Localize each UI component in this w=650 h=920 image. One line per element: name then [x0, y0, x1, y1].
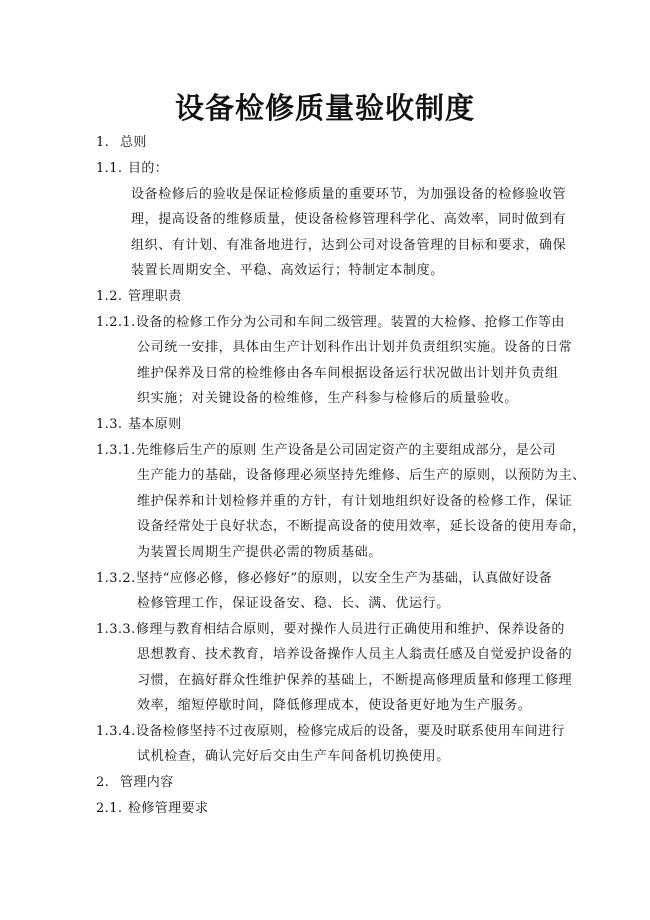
paragraph-line: 理，提高设备的维修质量，使设备检修管理科学化、高效率，同时做到有: [131, 212, 567, 227]
paragraph-line: 公司统一安排，具体由生产计划科作出计划并负责组织实施。设备的日常: [137, 340, 573, 355]
paragraph-line: 组织、有计划、有准备地进行，达到公司对设备管理的目标和要求，确保: [131, 238, 567, 253]
clause-number: 1.3.3.: [96, 622, 136, 637]
heading-label: 管理职责: [128, 289, 182, 304]
heading-label: 检修管理要求: [128, 801, 209, 816]
paragraph-line: 维护保养和计划检修并重的方针，有计划地组织好设备的检修工作，保证: [137, 494, 573, 509]
clause-1-3-4: [96, 723, 565, 741]
heading-1: [96, 134, 147, 152]
clause-number: 1.3.4.: [96, 724, 136, 739]
paragraph-line: 检修管理工作，保证设备安、稳、长、满、优运行。: [137, 596, 450, 611]
clause-number: 1.3.1.: [96, 443, 136, 458]
clause-1-3-1: [96, 442, 556, 460]
clause-first-line: 坚持“应修必修，修必修好”的原则，以安全生产为基础，认真做好设备: [136, 571, 553, 586]
heading-number: 2.1.: [96, 801, 123, 816]
paragraph-line: 试机检查，确认完好后交由生产车间备机切换使用。: [137, 749, 450, 764]
clause-first-line: 先维修后生产的原则 生产设备是公司固定资产的主要组成部分，是公司: [136, 443, 556, 458]
heading-number: 1.: [96, 135, 110, 150]
heading-2-1: [96, 800, 208, 818]
paragraph-line: 生产能力的基础，设备修理必须坚持先维修、后生产的原则，以预防为主、: [137, 468, 586, 483]
clause-first-line: 修理与教育相结合原则，要对操作人员进行正确使用和维护、保养设备的: [136, 622, 565, 637]
paragraph-line: 装置长周期安全、平稳、高效运行；特制定本制度。: [131, 263, 444, 278]
clause-first-line: 设备的检修工作分为公司和车间二级管理。装置的大检修、抢修工作等由: [136, 315, 565, 330]
heading-1-1: [96, 160, 168, 178]
paragraph-line: 习惯，在搞好群众性维护保养的基础上，不断提高修理质量和修理工修理: [137, 673, 573, 688]
paragraph-line: 为装置长周期生产提供必需的物质基础。: [137, 545, 382, 560]
paragraph-line: 思想教育、技术教育，培养设备操作人员主人翁责任感及自觉爱护设备的: [137, 647, 573, 662]
paragraph-line: 设备检修后的验收是保证检修质量的重要环节，为加强设备的检修验收管: [131, 187, 567, 202]
heading-label: 目的：: [128, 161, 169, 176]
heading-number: 2.: [96, 775, 110, 790]
clause-1-2-1: [96, 314, 565, 332]
heading-number: 1.3.: [96, 417, 123, 432]
paragraph-line: 设备经常处于良好状态，不断提高设备的使用效率，延长设备的使用寿命，: [137, 519, 586, 534]
clause-number: 1.2.1.: [96, 315, 136, 330]
clause-1-3-2: [96, 570, 552, 588]
heading-2: [96, 774, 174, 792]
heading-1-2: [96, 288, 182, 306]
clause-first-line: 设备检修坚持不过夜原则，检修完成后的设备，要及时联系使用车间进行: [136, 724, 565, 739]
paragraph-line: 效率，缩短停歇时间，降低修理成本，使设备更好地为生产服务。: [137, 698, 532, 713]
document-title: 设备检修质量验收制度: [174, 91, 475, 125]
heading-label: 管理内容: [120, 775, 174, 790]
heading-number: 1.1.: [96, 161, 123, 176]
clause-1-3-3: [96, 621, 565, 639]
heading-number: 1.2.: [96, 289, 123, 304]
heading-1-3: [96, 416, 182, 434]
paragraph-line: 维护保养及日常的检维修由各车间根据设备运行状况做出计划并负责组: [137, 366, 559, 381]
heading-label: 总则: [120, 135, 147, 150]
heading-label: 基本原则: [128, 417, 182, 432]
paragraph-line: 织实施；对关键设备的检维修，生产科参与检修后的质量验收。: [137, 391, 518, 406]
clause-number: 1.3.2.: [96, 571, 136, 586]
